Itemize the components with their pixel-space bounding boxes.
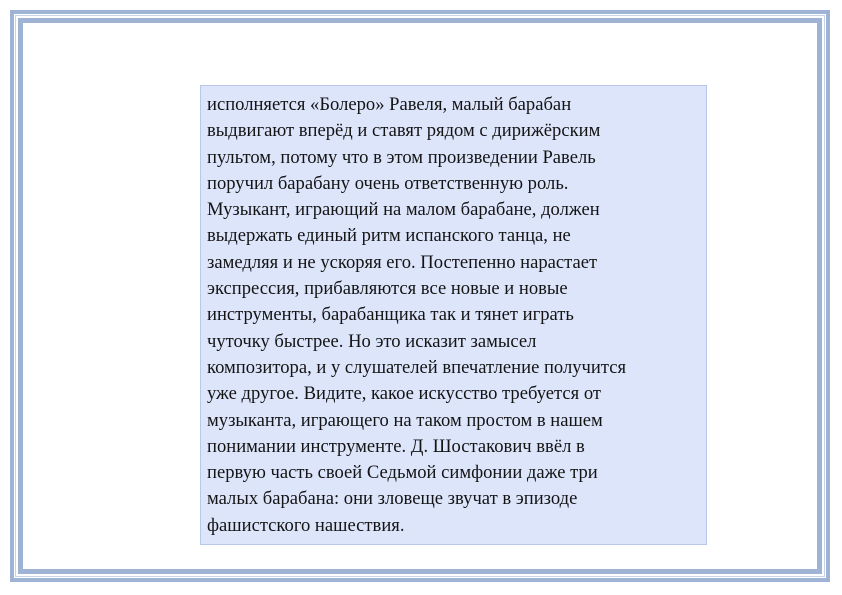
body-text: исполняется «Болеро» Равеля, малый барабан выдвигают вперёд и ставят рядом с дирижёрским пультом, потому что в этом произведении Равель поручил барабану очень ответственную роль. Музыкант, играющий на малом барабане, должен выдержать единый ритм испанского танца, не замедляя и не ускоряя его. Постепенно нарастает экспрессия, прибавляются все новые и новые инструменты, барабанщика так и тянет играть чуточку быстрее. Но это исказит замысел композитора, и у слушателей впечатление получится уже другое. Видите, какое искусство требуется от музыканта, играющего на таком простом в нашем понимании инструменте. Д. Шостакович ввёл в первую часть своей Седьмой симфонии даже три малых барабана: они зловеще звучат в эпизоде фашистского нашествия. [207, 94, 627, 536]
text-box [200, 85, 707, 545]
